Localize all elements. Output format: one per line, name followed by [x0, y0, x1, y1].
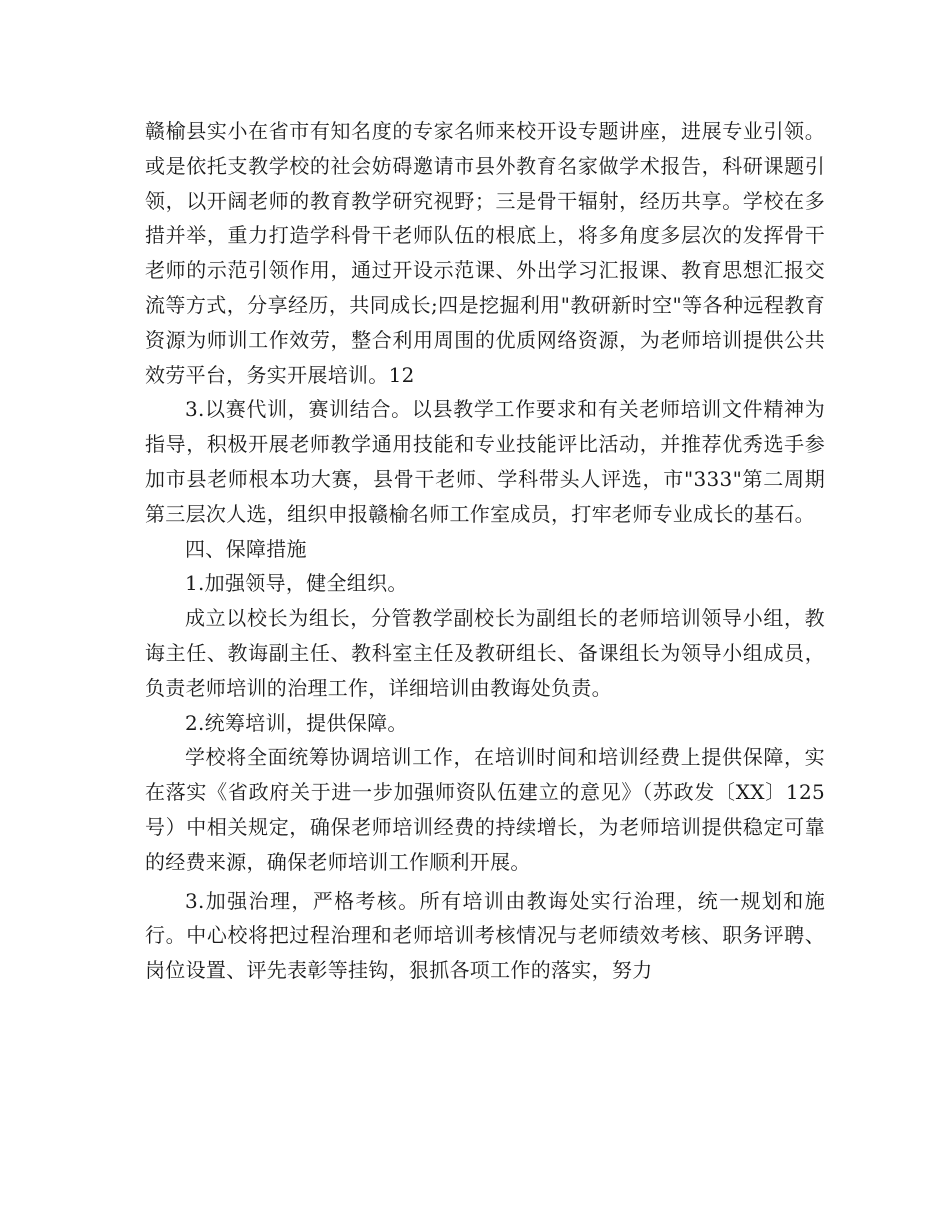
- subheading-2: 2.统筹培训，提供保障。: [185, 710, 408, 735]
- paragraph-4: 学校将全面统筹协调培训工作，在培训时间和培训经费上提供保障，实在落实《省政府关于进一步加强师资队伍建立的意见》（苏政发〔XX〕125号）中相关规定，确保老师培训经费的持续增长，为老师培训提供稳定可靠的经费来源，确保老师培训工作顺利开展。: [145, 745, 825, 874]
- document-body: [145, 114, 825, 988]
- paragraph-1: 赣榆县实小在省市有知名度的专家名师来校开设专题讲座，进展专业引领。或是依托支教学校的社会妨碍邀请市县外教育名家做学术报告，科研课题引领，以开阔老师的教育教学研究视野；三是骨干辐射，经历共享。学校在多措并举，重力打造学科骨干老师队伍的根底上，将多角度多层次的发挥骨干老师的示范引领作用，通过开设示范课、外出学习汇报课、教育思想汇报交流等方式，分享经历，共同成长;四是挖掘利用"教研新时空"等各种远程教育资源为师训工作效劳，整合利用周围的优质网络资源，为老师培训提供公共效劳平台，务实开展培训。12: [145, 119, 825, 387]
- section-heading: 四、保障措施: [185, 536, 307, 561]
- paragraph-2: 3.以赛代训，赛训结合。以县教学工作要求和有关老师培训文件精神为指导，积极开展老师教学通用技能和专业技能评比活动，并推荐优秀选手参加市县老师根本功大赛，县骨干老师、学科带头人评选，市"333"第二周期第三层次人选，组织申报赣榆名师工作室成员，打牢老师专业成长的基石。: [145, 397, 825, 526]
- subheading-1: 1.加强领导，健全组织。: [185, 571, 408, 596]
- paragraph-3: 成立以校长为组长，分管教学副校长为副组长的老师培训领导小组，教诲主任、教诲副主任、教科室主任及教研组长、备课组长为领导小组成员，负责老师培训的治理工作，详细培训由教诲处负责。: [145, 606, 825, 700]
- paragraph-5: 3.加强治理，严格考核。所有培训由教诲处实行治理，统一规划和施行。中心校将把过程治理和老师培训考核情况与老师绩效考核、职务评聘、岗位设置、评先表彰等挂钩，狠抓各项工作的落实，努力: [145, 888, 825, 983]
